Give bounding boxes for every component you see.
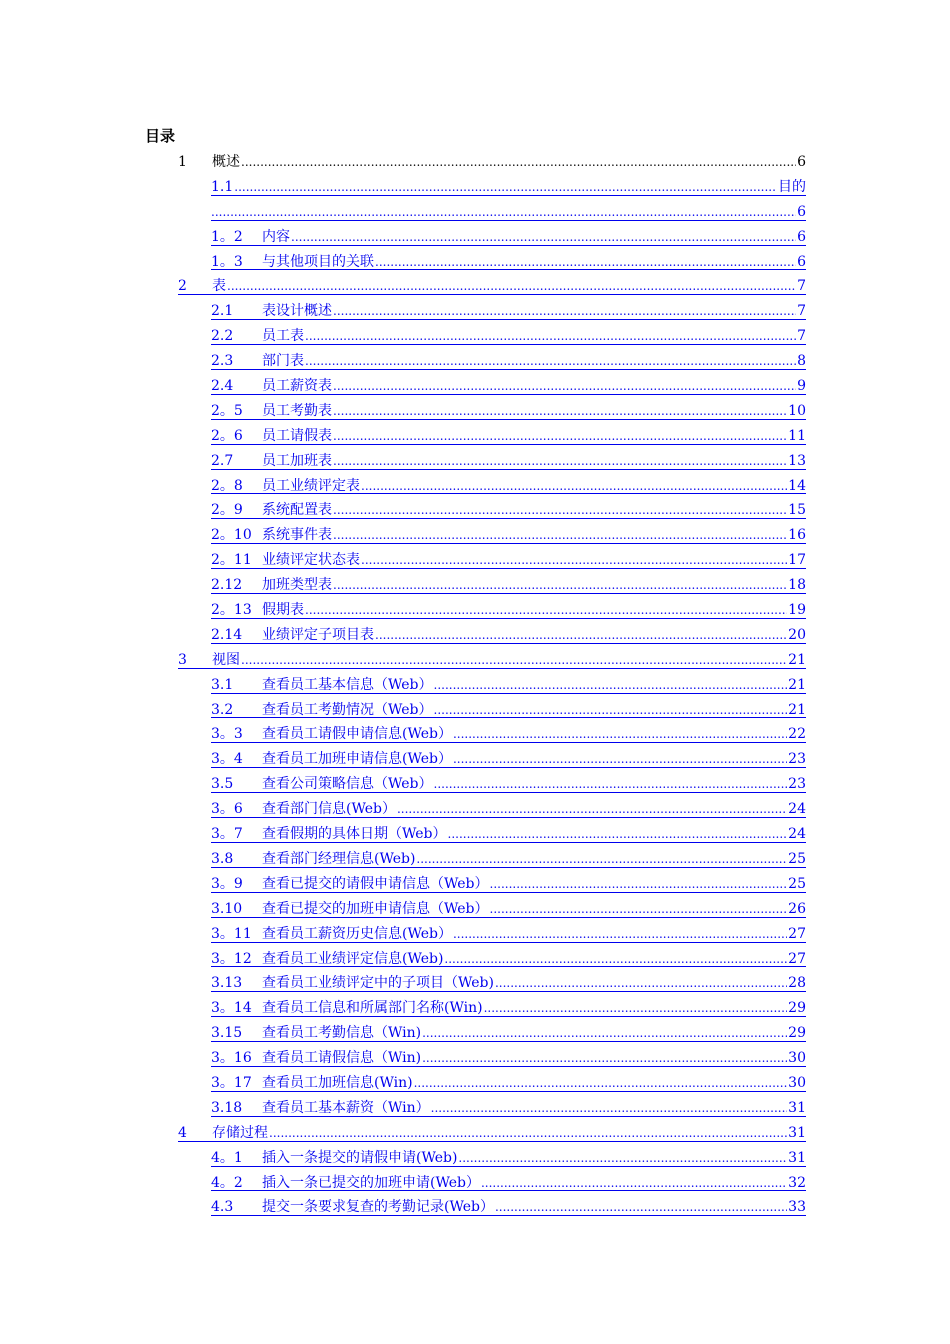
toc-entry-number: 4。1 xyxy=(211,1149,243,1166)
toc-leader-dots xyxy=(375,250,796,275)
toc-entry-row xyxy=(211,474,806,499)
toc-entry-number: 2 xyxy=(178,278,187,295)
toc-entry-title: 目的 xyxy=(778,178,806,195)
toc-leader-dots xyxy=(305,598,787,623)
toc-entry-number: 3 xyxy=(178,651,187,668)
toc-leader-dots xyxy=(361,548,787,573)
toc-page-number: 25 xyxy=(788,875,806,892)
toc-entry-row xyxy=(211,573,806,598)
toc-entry-row xyxy=(211,424,806,449)
toc-leader-dots xyxy=(227,274,796,299)
toc-entry[interactable] xyxy=(211,1021,806,1046)
toc-entry-title: 查看员工基本信息（Web） xyxy=(262,676,433,693)
toc-entry-row xyxy=(211,324,806,349)
toc-page-number: 11 xyxy=(788,427,806,444)
toc-entry-row xyxy=(211,971,806,996)
link-underline xyxy=(211,643,806,644)
link-underline xyxy=(211,942,806,943)
toc-page-number: 7 xyxy=(797,303,806,320)
toc-entry-number: 2.7 xyxy=(211,452,234,469)
toc-entry-row xyxy=(178,648,806,673)
toc-leader-dots xyxy=(234,175,777,200)
toc-page-number: 31 xyxy=(788,1124,806,1141)
toc-page-number: 19 xyxy=(788,602,806,619)
toc-entry[interactable] xyxy=(211,299,806,324)
toc-entry-title: 员工薪资表 xyxy=(262,378,332,395)
toc-entry-number: 1.1 xyxy=(211,178,234,195)
toc-entry-title: 查看假期的具体日期（Web） xyxy=(262,826,447,843)
toc-entry[interactable] xyxy=(211,897,806,922)
toc-entry-row xyxy=(211,1171,806,1196)
toc-entry-number: 3.15 xyxy=(211,1025,243,1042)
toc-entry-number: 3.10 xyxy=(211,900,243,917)
toc-page-number: 24 xyxy=(788,801,806,818)
toc-entry[interactable] xyxy=(211,722,806,747)
toc-entry[interactable] xyxy=(178,648,806,673)
link-underline xyxy=(211,220,806,221)
link-underline xyxy=(211,394,806,395)
toc-entry[interactable] xyxy=(211,548,806,573)
toc-entry-row xyxy=(211,598,806,623)
toc-entry[interactable] xyxy=(211,996,806,1021)
toc-leader-dots xyxy=(375,623,787,648)
toc-entry[interactable] xyxy=(211,449,806,474)
toc-entry[interactable] xyxy=(211,523,806,548)
toc-entry[interactable] xyxy=(211,1046,806,1071)
toc-entry-row xyxy=(211,947,806,972)
toc-page-number: 23 xyxy=(788,751,806,768)
toc-entry[interactable] xyxy=(211,623,806,648)
toc-entry[interactable] xyxy=(211,1146,806,1171)
toc-entry-title: 查看员工业绩评定信息(Web) xyxy=(262,950,444,967)
link-underline xyxy=(211,742,806,743)
toc-leader-dots xyxy=(416,847,787,872)
toc-entry-title: 员工表 xyxy=(262,328,304,345)
toc-entry-number: 3。17 xyxy=(211,1074,252,1091)
toc-entry-row xyxy=(211,872,806,897)
table-of-contents xyxy=(178,150,806,1220)
link-underline xyxy=(211,917,806,918)
toc-page-number: 6 xyxy=(797,253,806,270)
toc-entry[interactable] xyxy=(211,947,806,972)
toc-entry-number: 3。3 xyxy=(211,726,243,743)
toc-entry-row xyxy=(211,250,806,275)
toc-entry-title: 加班类型表 xyxy=(262,577,332,594)
link-underline xyxy=(211,817,806,818)
toc-entry-title: 查看员工请假申请信息(Web） xyxy=(262,726,452,743)
toc-entry-number: 3。14 xyxy=(211,1000,252,1017)
toc-title: 目录 xyxy=(145,127,176,145)
toc-page-number: 18 xyxy=(788,577,806,594)
toc-leader-dots xyxy=(333,299,796,324)
toc-entry-number: 3.2 xyxy=(211,701,234,718)
toc-entry-number: 3。9 xyxy=(211,875,243,892)
toc-entry-row xyxy=(211,498,806,523)
toc-entry-row xyxy=(211,299,806,324)
toc-entry-number: 2.1 xyxy=(211,303,234,320)
toc-page-number: 16 xyxy=(788,527,806,544)
toc-leader-dots xyxy=(211,200,796,225)
toc-entry-row xyxy=(211,1046,806,1071)
toc-entry-title: 部门表 xyxy=(262,353,304,370)
toc-entry-title: 查看员工薪资历史信息(Web） xyxy=(262,925,452,942)
toc-entry-title: 存储过程 xyxy=(212,1124,268,1141)
toc-leader-dots xyxy=(269,1121,787,1146)
link-underline xyxy=(211,593,806,594)
toc-entry-title: 查看员工基本薪资（Win） xyxy=(262,1099,430,1116)
toc-page-number: 22 xyxy=(788,726,806,743)
toc-entry-number: 4.3 xyxy=(211,1199,234,1216)
toc-entry-number: 2.14 xyxy=(211,626,243,643)
toc-entry-title: 插入一条提交的请假申请(Web) xyxy=(262,1149,458,1166)
link-underline xyxy=(178,1141,806,1142)
toc-entry-number: 1 xyxy=(178,154,187,170)
link-underline xyxy=(211,1116,806,1117)
toc-entry[interactable] xyxy=(211,598,806,623)
toc-entry[interactable] xyxy=(211,498,806,523)
toc-entry-continuation[interactable] xyxy=(211,200,806,225)
toc-entry[interactable] xyxy=(211,374,806,399)
toc-leader-dots xyxy=(444,947,787,972)
toc-entry-title: 查看已提交的加班申请信息（Web） xyxy=(262,900,489,917)
toc-leader-dots xyxy=(490,872,788,897)
toc-leader-dots xyxy=(495,971,787,996)
link-underline xyxy=(178,668,806,669)
toc-leader-dots xyxy=(305,349,796,374)
toc-entry[interactable] xyxy=(211,822,806,847)
toc-entry-number: 3。7 xyxy=(211,826,243,843)
toc-entry-row xyxy=(211,449,806,474)
toc-page-number: 21 xyxy=(788,676,806,693)
toc-entry[interactable] xyxy=(211,225,806,250)
toc-page-number: 6 xyxy=(797,154,806,170)
link-underline xyxy=(211,493,806,494)
toc-entry-row xyxy=(211,523,806,548)
toc-entry[interactable] xyxy=(211,971,806,996)
toc-entry-row xyxy=(211,200,806,225)
toc-entry[interactable] xyxy=(211,573,806,598)
link-underline xyxy=(211,842,806,843)
link-underline xyxy=(211,966,806,967)
toc-page-number: 23 xyxy=(788,776,806,793)
link-underline xyxy=(211,369,806,370)
toc-leader-dots xyxy=(333,498,787,523)
toc-entry-number: 2。9 xyxy=(211,502,243,519)
toc-page-number: 10 xyxy=(788,402,806,419)
toc-entry-row xyxy=(211,374,806,399)
link-underline xyxy=(178,294,806,295)
toc-page-number: 31 xyxy=(788,1099,806,1116)
toc-entry-number: 3。6 xyxy=(211,801,243,818)
toc-page-number: 15 xyxy=(788,502,806,519)
toc-entry-title: 查看员工考勤情况（Web） xyxy=(262,701,433,718)
toc-entry-row xyxy=(211,673,806,698)
toc-leader-dots xyxy=(453,747,787,772)
toc-entry-number: 2。11 xyxy=(211,552,252,569)
link-underline xyxy=(211,1066,806,1067)
toc-entry[interactable] xyxy=(211,324,806,349)
toc-leader-dots xyxy=(448,822,788,847)
toc-entry-row xyxy=(211,822,806,847)
toc-entry[interactable] xyxy=(211,847,806,872)
toc-page-number: 25 xyxy=(788,850,806,867)
toc-entry[interactable] xyxy=(211,747,806,772)
toc-page-number: 20 xyxy=(788,626,806,643)
toc-leader-dots xyxy=(333,523,787,548)
toc-leader-dots xyxy=(333,399,787,424)
toc-entry-number: 2。10 xyxy=(211,527,252,544)
toc-entry-number: 1。3 xyxy=(211,253,243,270)
toc-entry[interactable] xyxy=(211,175,806,200)
toc-leader-dots xyxy=(241,648,787,673)
toc-entry[interactable] xyxy=(211,1171,806,1196)
toc-entry[interactable] xyxy=(211,772,806,797)
toc-entry[interactable] xyxy=(178,274,806,299)
toc-entry[interactable] xyxy=(211,872,806,897)
toc-leader-dots xyxy=(495,1195,787,1220)
toc-page-number: 14 xyxy=(788,477,806,494)
link-underline xyxy=(211,767,806,768)
toc-entry-number: 3.1 xyxy=(211,676,234,693)
toc-entry-title: 视图 xyxy=(212,651,240,668)
toc-entry[interactable] xyxy=(211,424,806,449)
toc-entry-row xyxy=(211,772,806,797)
toc-entry[interactable] xyxy=(211,349,806,374)
toc-leader-dots xyxy=(241,150,796,175)
toc-leader-dots xyxy=(333,424,787,449)
toc-entry-title: 员工加班表 xyxy=(262,452,332,469)
link-underline xyxy=(211,245,806,246)
toc-entry-number: 3.5 xyxy=(211,776,234,793)
toc-leader-dots xyxy=(431,1096,788,1121)
toc-entry-row xyxy=(178,274,806,299)
toc-page-number: 8 xyxy=(797,353,806,370)
toc-entry-row xyxy=(211,797,806,822)
link-underline xyxy=(211,991,806,992)
toc-leader-dots xyxy=(333,374,796,399)
toc-entry-number: 3。11 xyxy=(211,925,252,942)
toc-entry-title: 概述 xyxy=(212,154,240,170)
toc-entry[interactable] xyxy=(211,1195,806,1220)
toc-entry-title: 员工考勤表 xyxy=(262,402,332,419)
toc-entry-title: 内容 xyxy=(262,228,290,245)
link-underline xyxy=(211,1016,806,1017)
link-underline xyxy=(211,618,806,619)
toc-entry-title: 查看已提交的请假申请信息（Web） xyxy=(262,875,489,892)
toc-page-number: 21 xyxy=(788,651,806,668)
toc-entry-title: 查看员工信息和所属部门名称(Win) xyxy=(262,1000,483,1017)
toc-entry-number: 2。5 xyxy=(211,402,243,419)
toc-page-number: 17 xyxy=(788,552,806,569)
link-underline xyxy=(211,518,806,519)
toc-leader-dots xyxy=(333,573,787,598)
link-underline xyxy=(211,1190,806,1191)
toc-entry-row xyxy=(211,698,806,723)
link-underline xyxy=(211,892,806,893)
toc-leader-dots xyxy=(434,772,788,797)
toc-leader-dots xyxy=(481,1171,787,1196)
toc-page-number: 13 xyxy=(788,452,806,469)
toc-page-number: 28 xyxy=(788,975,806,992)
link-underline xyxy=(211,444,806,445)
toc-entry-number: 2.2 xyxy=(211,328,234,345)
toc-leader-dots xyxy=(458,1146,787,1171)
toc-entry-number: 2.4 xyxy=(211,378,234,395)
link-underline xyxy=(211,717,806,718)
toc-entry-row xyxy=(211,922,806,947)
toc-entry-title: 查看部门经理信息(Web) xyxy=(262,850,416,867)
toc-leader-dots xyxy=(453,722,787,747)
toc-entry-row xyxy=(211,847,806,872)
toc-entry-row xyxy=(178,150,806,175)
toc-page-number: 32 xyxy=(788,1174,806,1191)
toc-entry-title: 查看员工请假信息（Win) xyxy=(262,1050,422,1067)
link-underline xyxy=(211,792,806,793)
toc-leader-dots xyxy=(490,897,788,922)
toc-page-number: 33 xyxy=(788,1199,806,1216)
toc-entry-title: 员工请假表 xyxy=(262,427,332,444)
toc-entry-title: 员工业绩评定表 xyxy=(262,477,360,494)
toc-entry-row xyxy=(211,722,806,747)
toc-entry-row xyxy=(178,1121,806,1146)
link-underline xyxy=(211,195,806,196)
toc-entry[interactable] xyxy=(211,797,806,822)
toc-leader-dots xyxy=(333,449,787,474)
toc-entry-title: 查看员工考勤信息（Win) xyxy=(262,1025,422,1042)
toc-entry-row xyxy=(211,1071,806,1096)
toc-entry-number: 2.3 xyxy=(211,353,234,370)
toc-page-number: 26 xyxy=(788,900,806,917)
toc-entry[interactable] xyxy=(211,250,806,275)
toc-leader-dots xyxy=(305,324,796,349)
link-underline xyxy=(211,319,806,320)
toc-entry-number: 2。13 xyxy=(211,602,252,619)
toc-entry-title: 与其他项目的关联 xyxy=(262,253,374,270)
toc-page-number: 7 xyxy=(797,278,806,295)
toc-entry-title: 提交一条要求复查的考勤记录(Web） xyxy=(262,1199,494,1216)
toc-entry-title: 查看员工加班申请信息(Web） xyxy=(262,751,452,768)
toc-page-number: 29 xyxy=(788,1025,806,1042)
toc-page-number: 29 xyxy=(788,1000,806,1017)
link-underline xyxy=(211,1091,806,1092)
toc-entry-row xyxy=(211,897,806,922)
link-underline xyxy=(211,344,806,345)
toc-leader-dots xyxy=(422,1021,787,1046)
toc-leader-dots xyxy=(291,225,796,250)
link-underline xyxy=(211,269,806,270)
toc-entry[interactable] xyxy=(211,1071,806,1096)
toc-entry[interactable] xyxy=(211,399,806,424)
toc-entry-number: 3。16 xyxy=(211,1050,252,1067)
toc-entry-row xyxy=(211,1146,806,1171)
toc-entry-row xyxy=(211,996,806,1021)
toc-entry-row xyxy=(211,1096,806,1121)
toc-entry-row xyxy=(211,349,806,374)
toc-entry-title: 插入一条已提交的加班申请(Web） xyxy=(262,1174,480,1191)
toc-entry[interactable] xyxy=(211,1096,806,1121)
toc-entry-number: 3.18 xyxy=(211,1099,243,1116)
toc-leader-dots xyxy=(434,698,788,723)
toc-entry[interactable] xyxy=(211,474,806,499)
toc-leader-dots xyxy=(453,922,787,947)
toc-entry[interactable] xyxy=(211,698,806,723)
toc-entry-title: 业绩评定状态表 xyxy=(262,552,360,569)
toc-entry-title: 查看员工业绩评定中的子项目（Web) xyxy=(262,975,494,992)
toc-entry-number: 3。4 xyxy=(211,751,243,768)
link-underline xyxy=(211,1215,806,1216)
toc-entry-title: 查看公司策略信息（Web） xyxy=(262,776,433,793)
toc-entry-number: 3。12 xyxy=(211,950,252,967)
toc-entry-number: 2.12 xyxy=(211,577,243,594)
link-underline xyxy=(211,469,806,470)
toc-entry-row xyxy=(211,747,806,772)
toc-page-number: 6 xyxy=(797,228,806,245)
toc-entry-title: 系统事件表 xyxy=(262,527,332,544)
toc-page-number: 27 xyxy=(788,925,806,942)
toc-entry-number: 2。8 xyxy=(211,477,243,494)
toc-leader-dots xyxy=(361,474,787,499)
link-underline xyxy=(211,1041,806,1042)
toc-page-number: 31 xyxy=(788,1149,806,1166)
toc-entry-title: 假期表 xyxy=(262,602,304,619)
toc-page-number: 6 xyxy=(797,203,806,220)
toc-entry-row xyxy=(211,623,806,648)
toc-entry[interactable] xyxy=(178,1121,806,1146)
link-underline xyxy=(211,693,806,694)
toc-page-number: 21 xyxy=(788,701,806,718)
toc-entry-number: 4。2 xyxy=(211,1174,243,1191)
toc-entry-row xyxy=(211,225,806,250)
link-underline xyxy=(211,543,806,544)
toc-entry[interactable] xyxy=(211,922,806,947)
toc-entry-title: 表 xyxy=(212,278,226,295)
toc-entry-title: 查看部门信息(Web） xyxy=(262,801,396,818)
link-underline xyxy=(211,1166,806,1167)
toc-entry-title: 表设计概述 xyxy=(262,303,332,320)
toc-entry-number: 1。2 xyxy=(211,228,243,245)
toc-entry-title: 系统配置表 xyxy=(262,502,332,519)
toc-entry-number: 4 xyxy=(178,1124,187,1141)
link-underline xyxy=(211,419,806,420)
toc-entry-row xyxy=(211,1195,806,1220)
toc-entry-number: 3.8 xyxy=(211,850,234,867)
toc-entry-row xyxy=(211,399,806,424)
toc-leader-dots xyxy=(397,797,787,822)
toc-page-number: 7 xyxy=(797,328,806,345)
toc-entry-title: 业绩评定子项目表 xyxy=(262,626,374,643)
toc-entry xyxy=(178,150,806,175)
toc-page-number: 30 xyxy=(788,1074,806,1091)
toc-entry-number: 2。6 xyxy=(211,427,243,444)
toc-leader-dots xyxy=(484,996,788,1021)
link-underline xyxy=(211,568,806,569)
toc-entry-row xyxy=(211,548,806,573)
toc-entry-row xyxy=(211,175,806,200)
toc-page-number: 24 xyxy=(788,826,806,843)
toc-page-number: 9 xyxy=(797,378,806,395)
toc-leader-dots xyxy=(434,673,788,698)
toc-entry-number: 3.13 xyxy=(211,975,243,992)
toc-entry-row xyxy=(211,1021,806,1046)
toc-leader-dots xyxy=(422,1046,787,1071)
toc-page-number: 27 xyxy=(788,950,806,967)
toc-leader-dots xyxy=(414,1071,788,1096)
link-underline xyxy=(211,867,806,868)
toc-page-number: 30 xyxy=(788,1050,806,1067)
toc-entry-title: 查看员工加班信息(Win) xyxy=(262,1074,413,1091)
toc-entry[interactable] xyxy=(211,673,806,698)
